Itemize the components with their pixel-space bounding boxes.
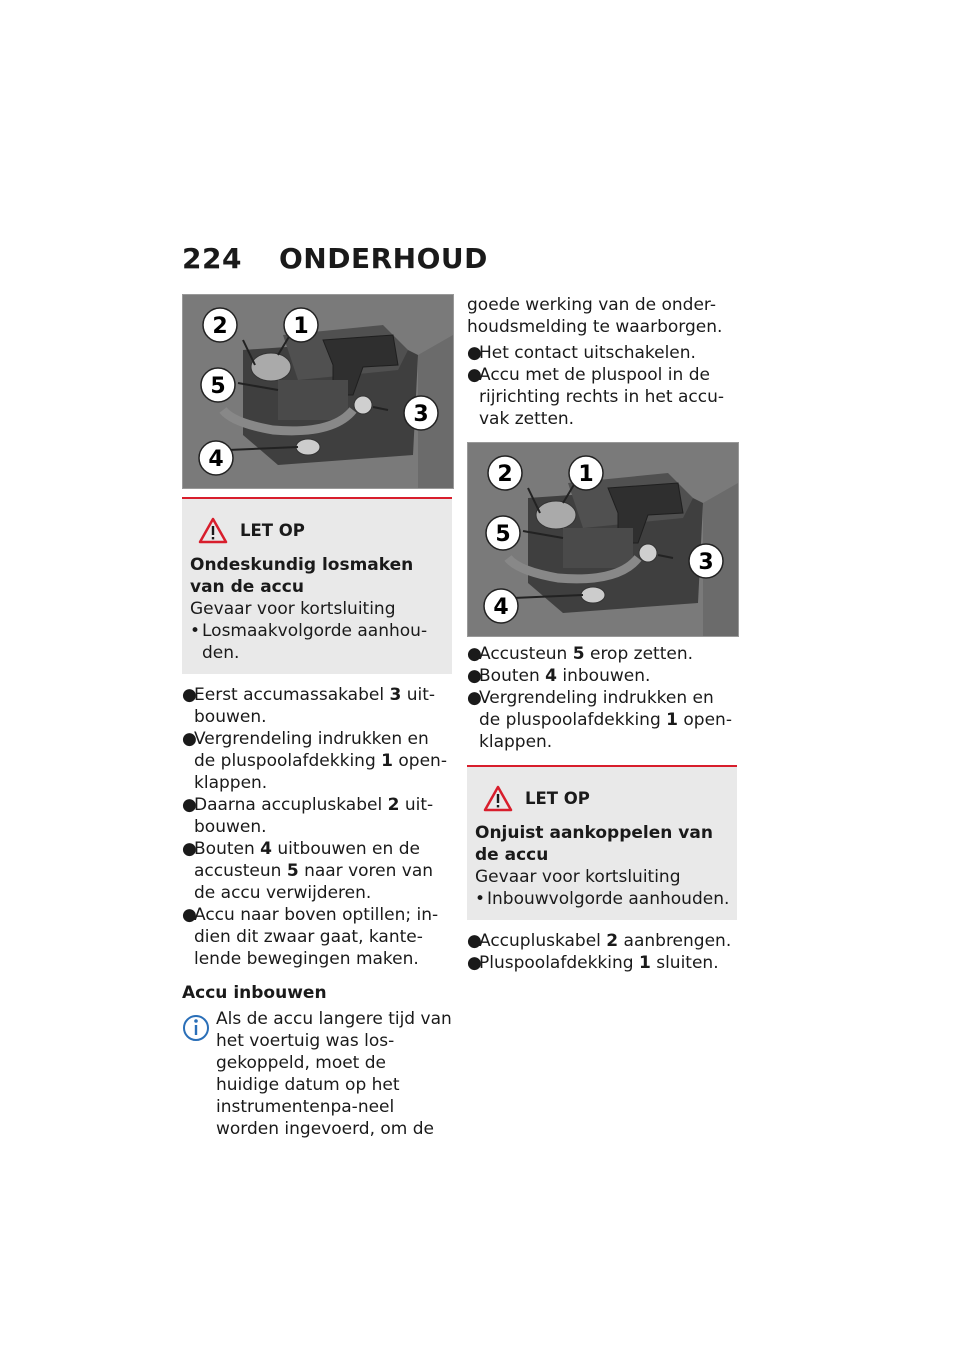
caution-heading [483,785,731,812]
callout-1: 1 [293,314,309,339]
callout-2: 2 [212,314,228,339]
battery-figure-left [182,294,454,489]
list-item: ● Vergrendeling indrukken en de pluspoolafdekking 1 open-klappen. [467,688,732,752]
list-item: ● Vergrendeling indrukken en de pluspoolafdekking 1 open-klappen. [182,729,447,793]
list-item: ● Bouten 4 inbouwen. [467,666,651,686]
caution-bullet: • Inbouwvolgorde aanhouden. [475,889,730,909]
step-list-b [467,643,737,753]
step-list-c [467,930,737,974]
info-note [182,1008,452,1140]
left-column [182,294,452,1140]
info-icon [182,1012,210,1046]
callout-3: 3 [698,550,714,575]
battery-illustration [468,443,738,636]
callout-3: 3 [413,402,429,427]
caution-label: LET OP [240,520,305,540]
list-item: ● Pluspoolafdekking 1 sluiten. [467,953,719,973]
battery-illustration [183,295,453,488]
caution-heading [198,517,446,544]
list-item: ● Eerst accumassakabel 3 uit-bouwen. [182,685,435,727]
caution-title: Ondeskundig losmaken van de accu [190,555,414,597]
caution-title: Onjuist aankoppelen van de accu [475,823,713,865]
list-item: ● Bouten 4 uitbouwen en de accusteun 5 naar voren van de accu verwijderen. [182,839,434,903]
warning-icon [483,785,513,812]
info-text: Als de accu langere tijd van het voertuig was los-gekoppeld, moet de huidige datum op het instrumentenpa-neel worden ingevoerd, om de [216,1009,452,1139]
caution-subtitle: Gevaar voor kortsluiting [475,867,681,887]
caution-label: LET OP [525,788,590,808]
caution-box-left [182,497,452,674]
caution-bullet: • Losmaakvolgorde aanhou-den. [190,621,428,663]
right-column [467,294,737,974]
caution-subtitle: Gevaar voor kortsluiting [190,599,396,619]
callout-4: 4 [208,447,224,472]
callout-4: 4 [493,595,509,620]
callout-1: 1 [578,462,594,487]
intro-text: goede werking van de onder-houdsmelding te waarborgen. [467,295,723,337]
callout-5: 5 [495,522,511,547]
page-number: 224 [182,242,242,275]
callout-5: 5 [210,374,226,399]
section-title: Accu inbouwen [182,983,327,1003]
list-item: ● Accupluskabel 2 aanbrengen. [467,931,732,951]
list-item: ● Accusteun 5 erop zetten. [467,644,694,664]
warning-icon [198,517,228,544]
list-item: ● Het contact uitschakelen. [467,343,696,363]
caution-box-right [467,765,737,920]
list-item: ● Accu naar boven optillen; in-dien dit zwaar gaat, kante-lende bewegingen maken. [182,905,439,969]
page-header [182,242,488,275]
step-list-left [182,684,452,970]
list-item: ● Daarna accupluskabel 2 uit-bouwen. [182,795,434,837]
battery-figure-right [467,442,739,637]
list-item: ● Accu met de pluspool in de rijrichting rechts in het accu-vak zetten. [467,365,724,429]
step-list-a [467,342,737,430]
callout-2: 2 [497,462,513,487]
page-title: ONDERHOUD [279,242,488,275]
